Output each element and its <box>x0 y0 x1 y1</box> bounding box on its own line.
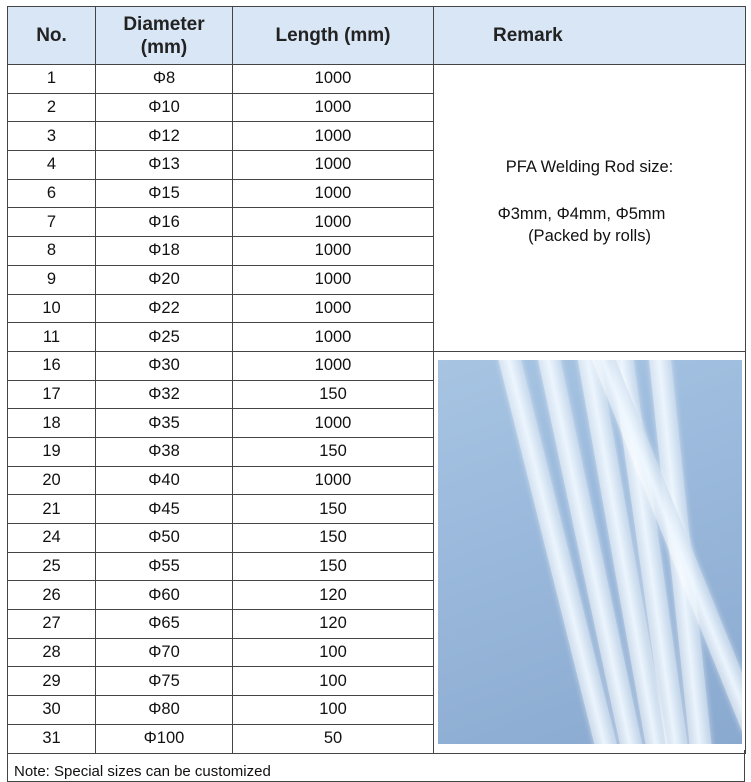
remark-line2: Φ3mm, Φ4mm, Φ5mm <box>497 205 666 224</box>
product-photo-cell <box>434 351 746 753</box>
cell-length: 1000 <box>233 122 434 151</box>
cell-no: 19 <box>8 437 96 466</box>
remark-line3: (Packed by rolls) <box>528 227 651 246</box>
cell-length: 150 <box>233 380 434 409</box>
cell-diameter: Φ13 <box>96 151 233 180</box>
cell-diameter: Φ45 <box>96 495 233 524</box>
size-table <box>7 6 746 754</box>
cell-diameter: Φ16 <box>96 208 233 237</box>
cell-no: 31 <box>8 724 96 753</box>
cell-length: 150 <box>233 552 434 581</box>
cell-diameter: Φ22 <box>96 294 233 323</box>
cell-diameter: Φ35 <box>96 409 233 438</box>
cell-diameter: Φ75 <box>96 667 233 696</box>
pfa-rod-photo <box>438 360 742 744</box>
cell-length: 100 <box>233 638 434 667</box>
cell-length: 1000 <box>233 237 434 266</box>
cell-diameter: Φ30 <box>96 351 233 380</box>
cell-no: 17 <box>8 380 96 409</box>
cell-length: 150 <box>233 437 434 466</box>
cell-no: 3 <box>8 122 96 151</box>
header-diameter-line2: (mm) <box>140 36 188 58</box>
cell-no: 29 <box>8 667 96 696</box>
cell-length: 1000 <box>233 294 434 323</box>
header-row <box>8 7 746 65</box>
cell-diameter: Φ80 <box>96 696 233 725</box>
note-text: Note: Special sizes can be customized <box>14 763 271 780</box>
cell-no: 8 <box>8 237 96 266</box>
cell-no: 2 <box>8 93 96 122</box>
cell-length: 1000 <box>233 351 434 380</box>
cell-diameter: Φ20 <box>96 265 233 294</box>
cell-length: 50 <box>233 724 434 753</box>
cell-no: 28 <box>8 638 96 667</box>
cell-length: 1000 <box>233 409 434 438</box>
cell-length: 120 <box>233 610 434 639</box>
cell-no: 25 <box>8 552 96 581</box>
cell-no: 6 <box>8 179 96 208</box>
cell-diameter: Φ40 <box>96 466 233 495</box>
cell-length: 1000 <box>233 323 434 352</box>
size-table-frame <box>7 6 745 781</box>
cell-length: 1000 <box>233 208 434 237</box>
cell-diameter: Φ12 <box>96 122 233 151</box>
remark-line1: PFA Welding Rod size: <box>505 158 674 177</box>
cell-diameter: Φ25 <box>96 323 233 352</box>
cell-length: 1000 <box>233 466 434 495</box>
header-no: No. <box>8 7 96 65</box>
cell-diameter: Φ38 <box>96 437 233 466</box>
cell-diameter: Φ55 <box>96 552 233 581</box>
cell-length: 100 <box>233 667 434 696</box>
cell-diameter: Φ60 <box>96 581 233 610</box>
header-diameter-line1: Diameter <box>123 13 205 35</box>
cell-length: 150 <box>233 524 434 553</box>
cell-no: 16 <box>8 351 96 380</box>
cell-length: 1000 <box>233 151 434 180</box>
cell-no: 21 <box>8 495 96 524</box>
note-row <box>7 750 745 782</box>
cell-diameter: Φ70 <box>96 638 233 667</box>
cell-no: 10 <box>8 294 96 323</box>
cell-no: 30 <box>8 696 96 725</box>
cell-diameter: Φ32 <box>96 380 233 409</box>
table-row <box>8 351 746 380</box>
cell-no: 11 <box>8 323 96 352</box>
table-body <box>8 65 746 754</box>
cell-diameter: Φ15 <box>96 179 233 208</box>
cell-no: 9 <box>8 265 96 294</box>
cell-length: 1000 <box>233 65 434 94</box>
cell-length: 150 <box>233 495 434 524</box>
table-row <box>8 65 746 94</box>
cell-length: 1000 <box>233 265 434 294</box>
cell-no: 1 <box>8 65 96 94</box>
cell-length: 120 <box>233 581 434 610</box>
cell-diameter: Φ65 <box>96 610 233 639</box>
cell-diameter: Φ8 <box>96 65 233 94</box>
cell-length: 1000 <box>233 93 434 122</box>
cell-no: 26 <box>8 581 96 610</box>
cell-no: 27 <box>8 610 96 639</box>
header-diameter <box>96 7 233 65</box>
cell-no: 20 <box>8 466 96 495</box>
header-length: Length (mm) <box>233 7 434 65</box>
cell-diameter: Φ50 <box>96 524 233 553</box>
cell-diameter: Φ18 <box>96 237 233 266</box>
remark-cell <box>434 65 746 352</box>
cell-no: 7 <box>8 208 96 237</box>
cell-length: 100 <box>233 696 434 725</box>
cell-no: 4 <box>8 151 96 180</box>
cell-no: 24 <box>8 524 96 553</box>
header-remark: Remark <box>434 7 746 65</box>
cell-length: 1000 <box>233 179 434 208</box>
cell-no: 18 <box>8 409 96 438</box>
cell-diameter: Φ100 <box>96 724 233 753</box>
cell-diameter: Φ10 <box>96 93 233 122</box>
